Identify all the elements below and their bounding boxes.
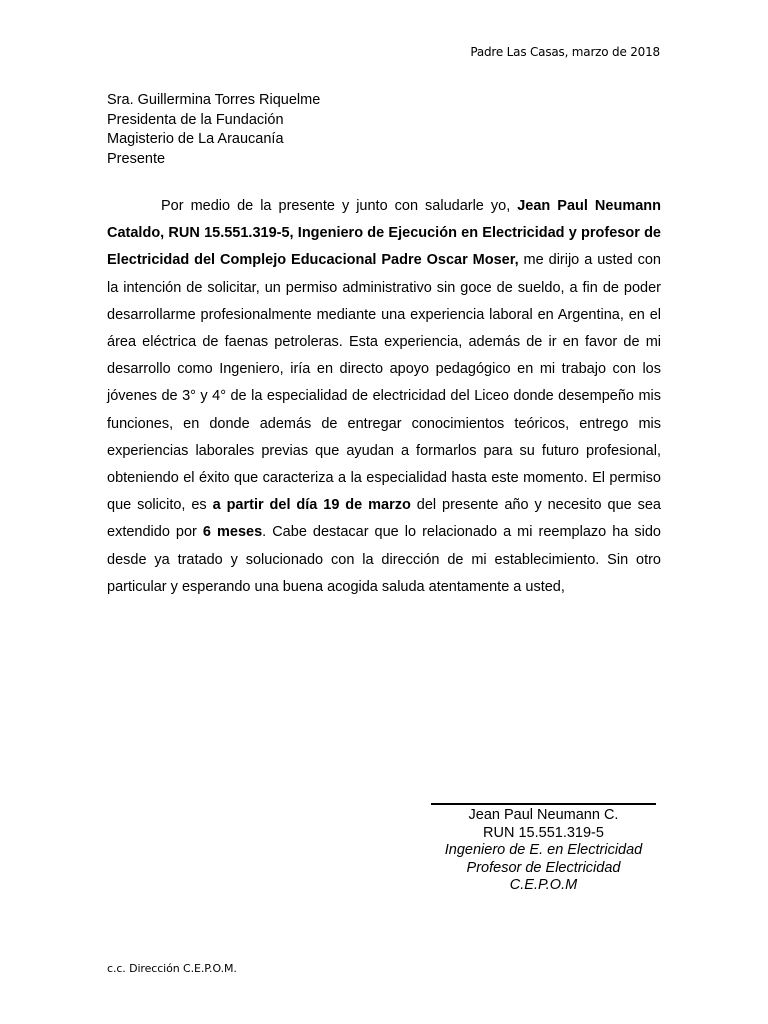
body-bold-start-date: a partir del día 19 de marzo xyxy=(212,497,411,514)
signature-run: RUN 15.551.319-5 xyxy=(483,824,604,841)
recipient-position: Presidenta de la Fundación xyxy=(107,111,284,128)
body-bold-sender: Jean Paul Neumann Cataldo, RUN 15.551.319-5, Ingeniero de Ejecución en Electricidad y profesor de Electricidad del Complejo Educacional Padre Oscar Moser, xyxy=(107,198,661,269)
body-text-2: me dirijo a usted con la intención de solicitar, un permiso administrativo sin goce de sueldo, a fin de poder desarrollarme profesionalmente mediante una experiencia laboral en Argentina, en el área eléctrica de faenas petroleras. Esta experiencia, además de ir en favor de mi desarrollo como Ingeniero, iría en directo apoyo pedagógico en mi trabajo con los jóvenes de 3° y 4° de la especialidad de electricidad del Liceo donde desempeño mis funciones, en donde además de entregar conocimientos teóricos, entrego mis experiencias laborales previas que ayudan a formarlos para su futuro profesional, obteniendo el éxito que caracteriza a la especialidad hasta este momento. El permiso que solicito, es xyxy=(107,252,661,514)
signature-name: Jean Paul Neumann C. xyxy=(468,807,619,823)
signature-line xyxy=(431,803,656,805)
signature-block xyxy=(400,807,687,895)
signature-title: Ingeniero de E. en Electricidad xyxy=(444,842,643,858)
cc-line: c.c. Dirección C.E.P.O.M. xyxy=(107,962,237,975)
recipient-name: Sra. Guillermina Torres Riquelme xyxy=(107,92,321,108)
body-bold-duration: 6 meses xyxy=(202,524,263,541)
recipient-block xyxy=(107,91,320,169)
signature-role: Profesor de Electricidad xyxy=(466,859,621,876)
recipient-organization: Magisterio de La Araucanía xyxy=(107,131,284,147)
recipient-greeting: Presente xyxy=(107,150,166,167)
body-text-4: . Cabe destacar que lo relacionado a mi reemplazo ha sido desde ya tratado y solucionado con la dirección de mi establecimiento. Sin otro particular y esperando una buena acogida saluda atentamente a usted, xyxy=(107,524,661,595)
letter-body xyxy=(107,193,661,601)
signature-institution: C.E.P.O.M xyxy=(509,877,578,893)
place-date: Padre Las Casas, marzo de 2018 xyxy=(470,45,660,59)
body-text-1: Por medio de la presente y junto con saludarle yo, xyxy=(161,198,518,214)
body-text-3: del presente año y necesito que sea extendido por xyxy=(107,497,662,541)
